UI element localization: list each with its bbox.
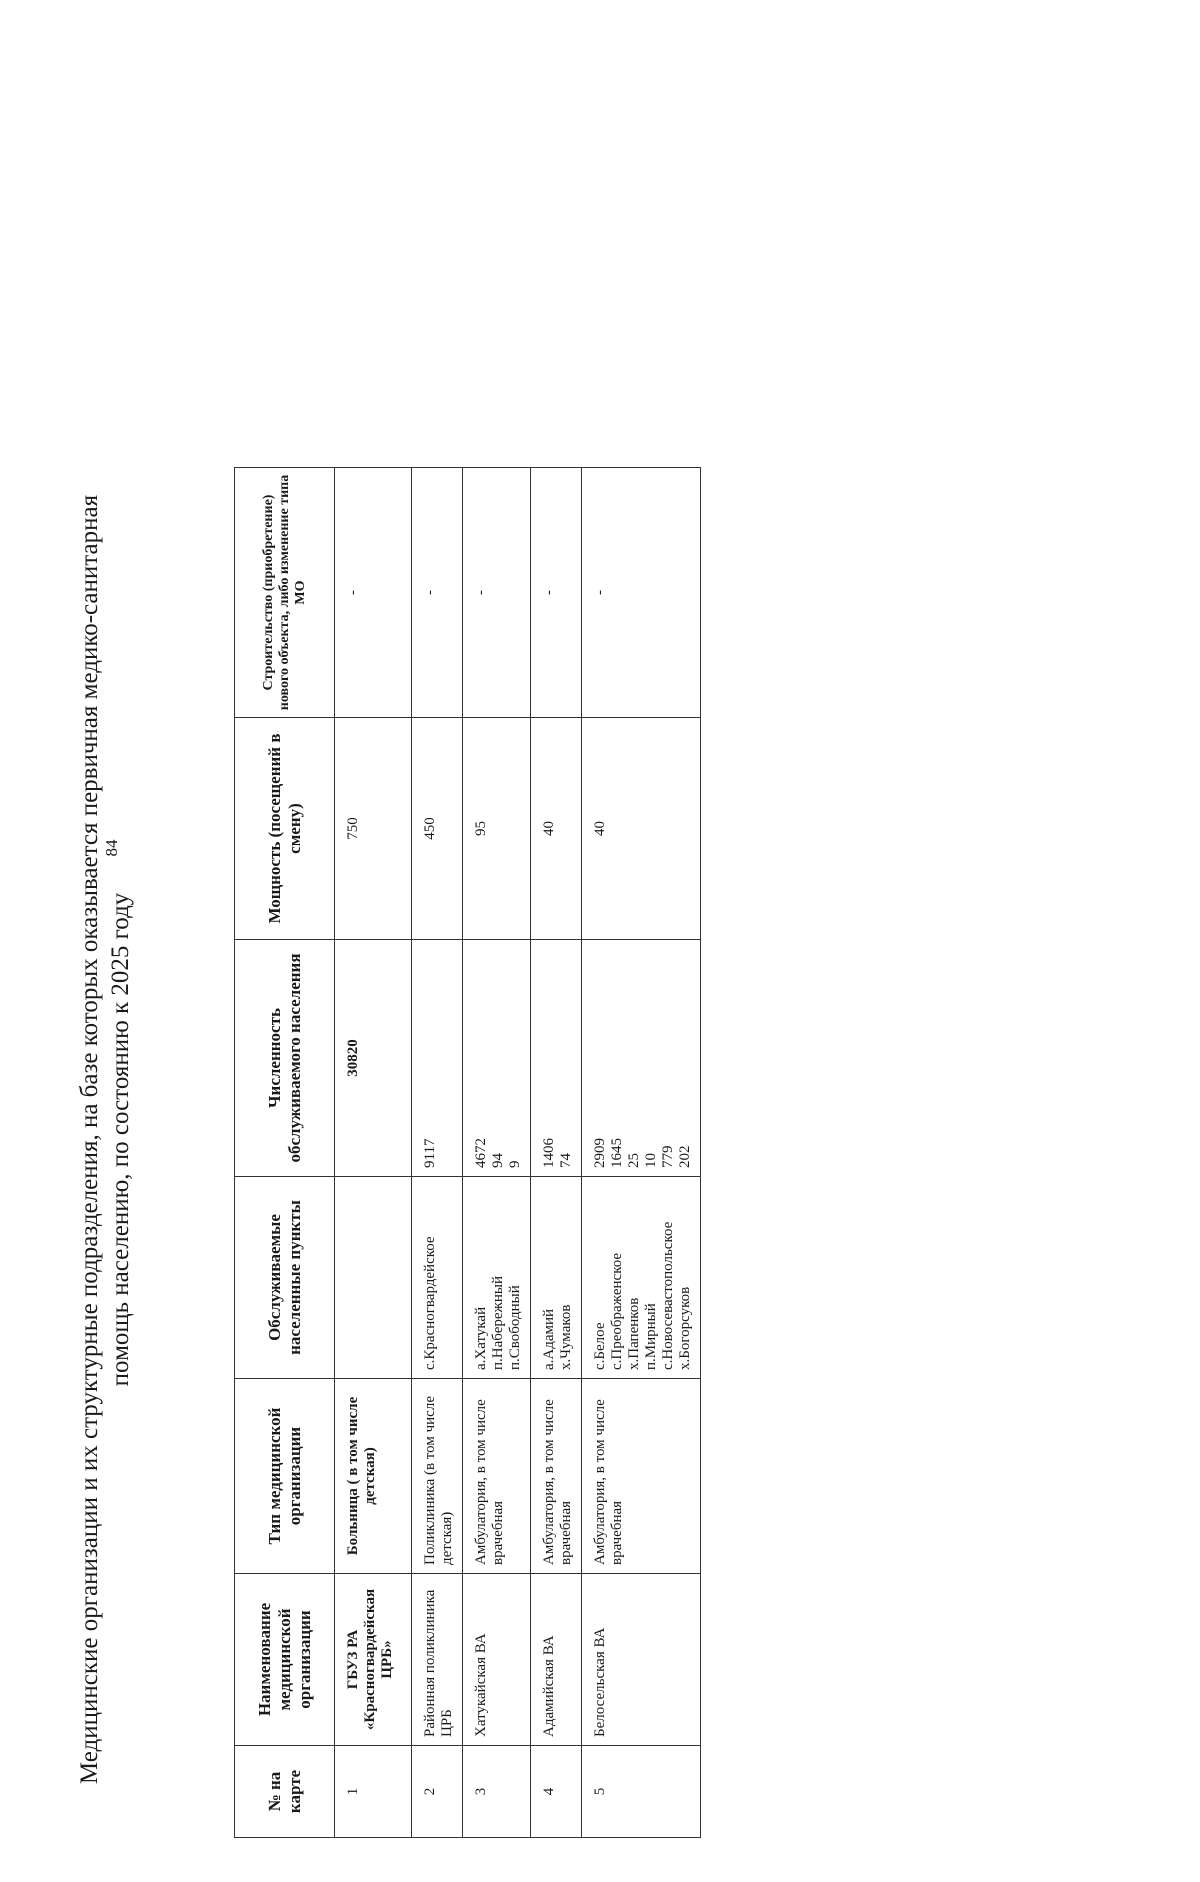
cell-points (412, 1177, 463, 1379)
population-line: 30820 (345, 1039, 361, 1077)
rotated-page-content (68, 397, 1200, 1882)
cell-population (463, 940, 531, 1177)
title-line-1: Медицинские организации и их структурные подразделения, на базе которых оказывается первичная медико-санитарная (76, 494, 103, 1785)
cell-type: Амбулатория, в том числе врачебная (582, 1379, 701, 1574)
cell-type: Амбулатория, в том числе врачебная (531, 1379, 582, 1574)
cell-construction: - (463, 468, 531, 718)
table-header-row (235, 468, 335, 1838)
cell-population (582, 940, 701, 1177)
points-line: п.Набережный (490, 1275, 506, 1370)
population-line: 25 (626, 1153, 642, 1168)
header-name: Наименование медицинской организации (235, 1574, 335, 1746)
cell-points (335, 1177, 412, 1379)
cell-num: 1 (335, 1746, 412, 1838)
cell-type: Поликлиника (в том числе детская) (412, 1379, 463, 1574)
cell-num: 4 (531, 1746, 582, 1838)
cell-capacity: 40 (531, 718, 582, 940)
population-line: 2909 (592, 1138, 608, 1168)
cell-name: ГБУЗ РА «Красногвардейская ЦРБ» (335, 1574, 412, 1746)
points-line: с.Белое (592, 1322, 608, 1370)
population-line: 74 (558, 1153, 574, 1168)
population-line: 94 (490, 1153, 506, 1168)
points-line: п.Мирный (643, 1303, 659, 1370)
cell-population (412, 940, 463, 1177)
table-row (531, 468, 582, 1838)
table-row (335, 468, 412, 1838)
points-line: с.Новосевастопольское (660, 1221, 676, 1370)
points-line: с.Преображенское (609, 1252, 625, 1370)
population-line: 1406 (541, 1138, 557, 1168)
cell-construction: - (531, 468, 582, 718)
points-line: х.Чумаков (558, 1304, 574, 1370)
cell-population (531, 940, 582, 1177)
population-line: 202 (677, 1145, 693, 1168)
header-num: № на карте (235, 1746, 335, 1838)
cell-capacity: 450 (412, 718, 463, 940)
cell-num: 3 (463, 1746, 531, 1838)
header-construction: Строительство (приобретение) нового объекта, либо изменение типа МО (235, 468, 335, 718)
cell-name: Адамийская ВА (531, 1574, 582, 1746)
cell-name: Районная поликлиника ЦРБ (412, 1574, 463, 1746)
title-line-2: помощь населению, по состоянию к 2025 году (107, 892, 134, 1387)
cell-points (463, 1177, 531, 1379)
population-line: 1645 (609, 1138, 625, 1168)
population-line: 9 (507, 1160, 523, 1168)
points-line: х.Папенков (626, 1297, 642, 1370)
cell-capacity: 95 (463, 718, 531, 940)
cell-name: Хатукайская ВА (463, 1574, 531, 1746)
cell-num: 2 (412, 1746, 463, 1838)
points-line: п.Свободный (507, 1285, 523, 1370)
cell-name: Белосельская ВА (582, 1574, 701, 1746)
table-row (412, 468, 463, 1838)
document-title (74, 397, 136, 1882)
population-line: 4672 (473, 1138, 489, 1168)
cell-construction: - (335, 468, 412, 718)
header-points: Обслуживаемые населенные пункты (235, 1177, 335, 1379)
header-population: Численность обслуживаемого населения (235, 940, 335, 1177)
page-number: 84 (102, 839, 121, 857)
header-capacity: Мощность (посещений в смену) (235, 718, 335, 940)
medical-organizations-table (234, 467, 701, 1838)
population-line: 10 (643, 1153, 659, 1168)
cell-type: Больница ( в том числе детская) (335, 1379, 412, 1574)
cell-num: 5 (582, 1746, 701, 1838)
cell-points (531, 1177, 582, 1379)
cell-population (335, 940, 412, 1177)
cell-construction: - (582, 468, 701, 718)
table-row (582, 468, 701, 1838)
table-body (335, 468, 701, 1838)
table-row (463, 468, 531, 1838)
points-line: а.Хатукай (473, 1306, 489, 1370)
population-line: 9117 (422, 1138, 438, 1168)
cell-construction: - (412, 468, 463, 718)
cell-capacity: 750 (335, 718, 412, 940)
cell-capacity: 40 (582, 718, 701, 940)
cell-type: Амбулатория, в том числе врачебная (463, 1379, 531, 1574)
header-type: Тип медицинской организации (235, 1379, 335, 1574)
points-line: с.Красногвардейское (422, 1236, 438, 1370)
cell-points (582, 1177, 701, 1379)
points-line: х.Богорсуков (677, 1286, 693, 1370)
population-line: 779 (660, 1145, 676, 1168)
points-line: а.Адамий (541, 1308, 557, 1370)
